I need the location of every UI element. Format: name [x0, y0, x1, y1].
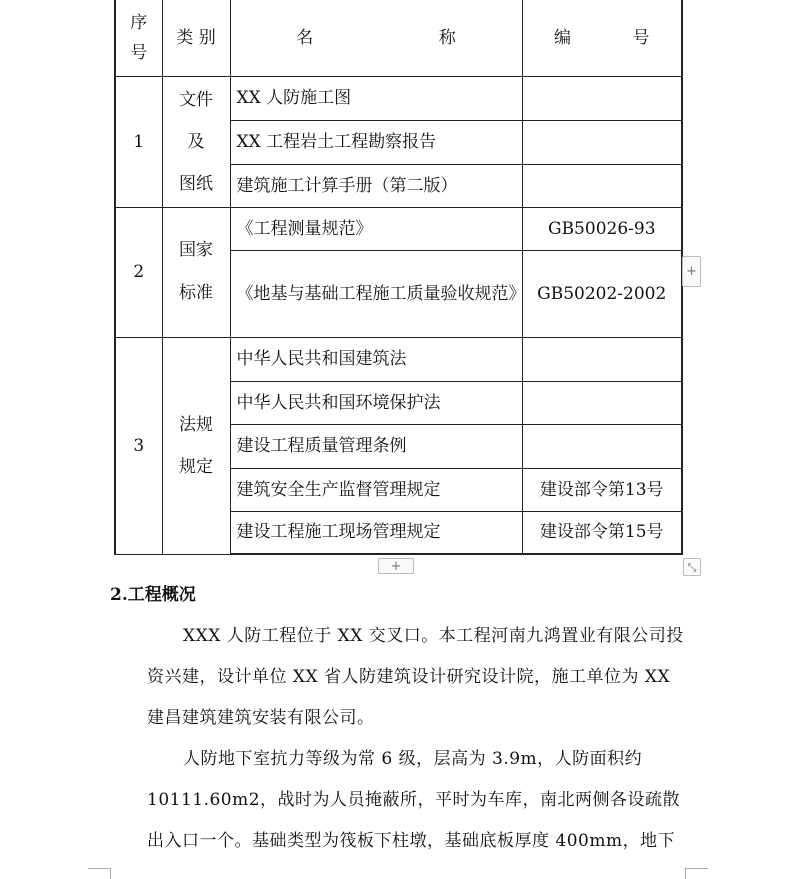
header-code: 编 号: [522, 0, 682, 76]
table-header-row: [115, 0, 682, 76]
row-name: 建设工程质量管理条例: [230, 424, 522, 468]
row-code: GB50026-93: [522, 207, 682, 250]
row-name: XX 工程岩土工程勘察报告: [230, 120, 522, 164]
row-name: 建设工程施工现场管理规定: [230, 511, 522, 554]
row-code: [522, 76, 682, 120]
header-category: 类 别: [162, 0, 230, 76]
row-category: 国家 标准: [162, 207, 230, 337]
row-code: [522, 424, 682, 468]
row-code: [522, 381, 682, 424]
add-row-button[interactable]: [378, 558, 414, 574]
row-name: XX 人防施工图: [230, 76, 522, 120]
row-category: 文件 及 图纸: [162, 76, 230, 207]
table-row: [115, 207, 682, 250]
row-code: [522, 164, 682, 207]
resize-icon: ⤡: [687, 560, 697, 574]
reference-table: [114, 0, 683, 555]
row-name: 中华人民共和国建筑法: [230, 337, 522, 381]
table-row: [115, 337, 682, 381]
row-name: 中华人民共和国环境保护法: [230, 381, 522, 424]
row-no: 2: [115, 207, 162, 337]
row-code: GB50202-2002: [522, 250, 682, 337]
paragraph: 人防地下室抗力等级为常 6 级，层高为 3.9m，人防面积约 10111.60m2，战时为人员掩蔽所，平时为车库，南北两侧各设疏散出入口一个。基础类型为筏板下柱墩，基础底板厚度 400mm，地下: [147, 749, 681, 851]
paragraph: XXX 人防工程位于 XX 交叉口。本工程河南九鸿置业有限公司投资兴建，设计单位 XX 省人防建筑设计研究设计院，施工单位为 XX 建昌建筑建筑安装有限公司。: [147, 626, 684, 728]
row-category: 法规 规定: [162, 337, 230, 554]
table-resize-handle[interactable]: [683, 558, 701, 576]
row-name: 建筑安全生产监督管理规定: [230, 468, 522, 511]
header-name: 名 称: [230, 0, 522, 76]
header-no: 序 号: [115, 0, 162, 76]
row-name: 《工程测量规范》: [230, 207, 522, 250]
table-row: [115, 76, 682, 120]
plus-icon: +: [390, 558, 402, 574]
row-name: 建筑施工计算手册（第二版）: [230, 164, 522, 207]
row-code: [522, 337, 682, 381]
page-corner-mark: [88, 868, 111, 879]
row-no: 3: [115, 337, 162, 554]
row-name: 《地基与基础工程施工质量验收规范》: [230, 250, 522, 337]
page-corner-mark: [685, 868, 708, 879]
row-code: [522, 120, 682, 164]
row-code: 建设部令第15号: [522, 511, 682, 554]
row-no: 1: [115, 76, 162, 207]
row-code: 建设部令第13号: [522, 468, 682, 511]
section-heading: 2.工程概况: [110, 585, 196, 605]
plus-icon: +: [686, 264, 697, 279]
add-column-button[interactable]: [682, 256, 701, 287]
